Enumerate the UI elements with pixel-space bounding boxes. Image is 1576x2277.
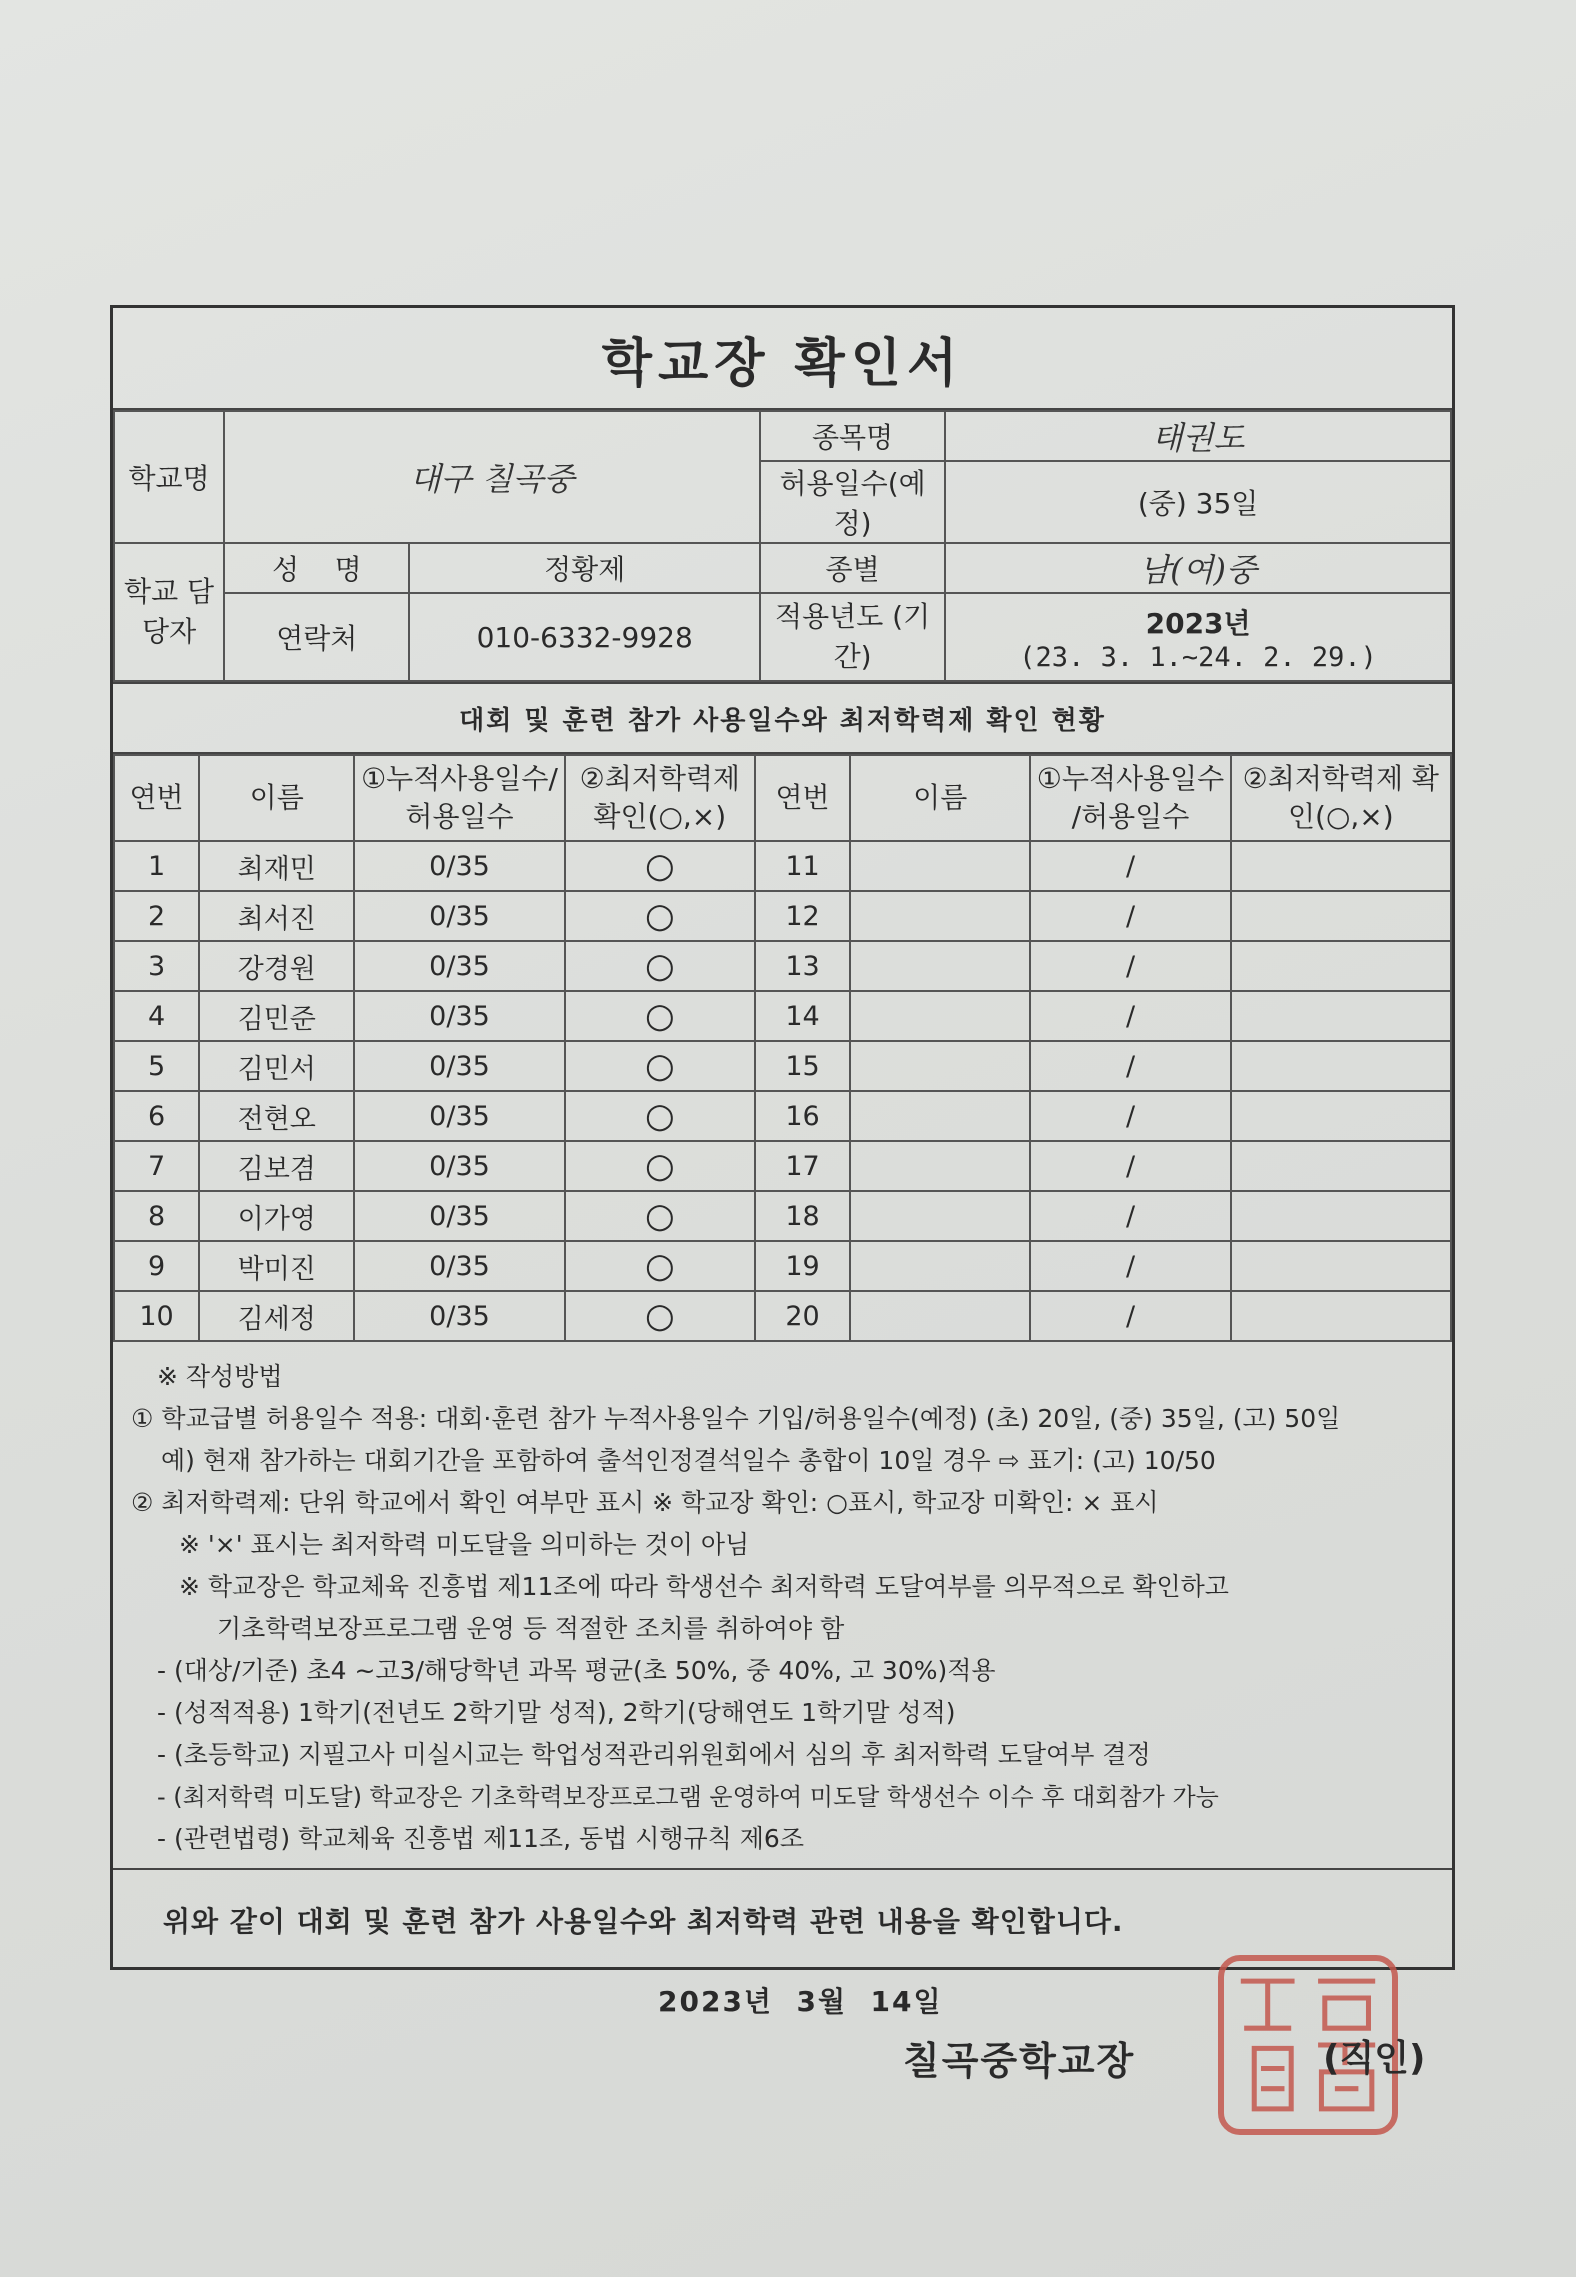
table-row [114,991,1451,1041]
row-name: 이가영 [199,1191,354,1241]
note-1: ① 학교급별 허용일수 적용: 대회·훈련 참가 누적사용일수 기입/허용일수(예정) (초) 20일, (중) 35일, (고) 50일 [131,1404,1341,1433]
row-no-right: 16 [755,1091,850,1141]
issue-date: 2023년 3월 14일 [658,1985,943,2018]
row-name: 최재민 [199,841,354,891]
note-2-a: ※ '×' 표시는 최저학력 미도달을 의미하는 것이 아님 [179,1530,750,1559]
row-no: 10 [114,1291,199,1341]
row-check: ○ [565,1241,755,1291]
row-days: 0/35 [354,1241,564,1291]
row-no-right: 12 [755,891,850,941]
row-days: 0/35 [354,991,564,1041]
note-2: ② 최저학력제: 단위 학교에서 확인 여부만 표시 ※ 학교장 확인: ○표시, 학교장 미확인: × 표시 [131,1488,1159,1517]
row-no-right: 13 [755,941,850,991]
row-check: ○ [565,1141,755,1191]
detail-2: - (성적적용) 1학기(전년도 2학기말 성적), 2학기(당해연도 1학기말 성적) [157,1698,956,1727]
row-days-right: / [1030,941,1230,991]
info-table [113,410,1452,682]
row-check-right [1231,1291,1451,1341]
row-no: 4 [114,991,199,1041]
gender-value: 남(여)중 [945,543,1451,593]
seal-label: (직인) [1323,2038,1426,2079]
row-name-right [850,891,1030,941]
row-name-right [850,1191,1030,1241]
writing-instructions [113,1342,1452,1870]
row-name-right [850,1291,1030,1341]
name-label: 성 명 [224,543,409,593]
principal-name: 칠곡중학교장 [903,2039,1136,2083]
row-name-right [850,1091,1030,1141]
row-name: 강경원 [199,941,354,991]
row-check-right [1231,1091,1451,1141]
header-no-right: 연번 [755,755,850,841]
row-name: 김세정 [199,1291,354,1341]
row-check: ○ [565,891,755,941]
header-name: 이름 [199,755,354,841]
row-check: ○ [565,1091,755,1141]
row-check: ○ [565,941,755,991]
table-row [114,891,1451,941]
row-check-right [1231,1141,1451,1191]
contact-value: 010-6332-9928 [409,593,760,681]
table-row [114,1191,1451,1241]
year-value: 2023년 [1145,606,1251,640]
row-no: 3 [114,941,199,991]
note-1-example: 예) 현재 참가하는 대회기간을 포함하여 출석인정결석일수 총합이 10일 경우 ⇨ 표기: (고) 10/50 [161,1446,1216,1475]
detail-1: - (대상/기준) 초4 ~고3/해당학년 과목 평균(초 50%, 중 40%, 고 30%)적용 [157,1656,996,1685]
row-check-right [1231,1191,1451,1241]
row-check: ○ [565,991,755,1041]
detail-3: - (초등학교) 지필고사 미실시교는 학업성적관리위원회에서 심의 후 최저학력 도달여부 결정 [157,1740,1151,1769]
row-no: 8 [114,1191,199,1241]
row-days-right: / [1030,991,1230,1041]
row-check-right [1231,1241,1451,1291]
row-name-right [850,991,1030,1041]
row-check: ○ [565,1291,755,1341]
contact-label: 연락처 [224,593,409,681]
row-check-right [1231,1041,1451,1091]
table-row [114,941,1451,991]
year-cell [945,593,1451,681]
records-body [114,841,1451,1341]
records-header [114,755,1451,841]
row-days: 0/35 [354,891,564,941]
year-label: 적용년도 (기간) [760,593,945,681]
row-days: 0/35 [354,1191,564,1241]
row-no-right: 19 [755,1241,850,1291]
row-check-right [1231,941,1451,991]
row-check-right [1231,991,1451,1041]
row-no: 9 [114,1241,199,1291]
detail-4: - (최저학력 미도달) 학교장은 기초학력보장프로그램 운영하여 미도달 학생선수 이수 후 대회참가 가능 [157,1783,1219,1811]
row-check-right [1231,841,1451,891]
row-no: 7 [114,1141,199,1191]
row-days-right: / [1030,1191,1230,1241]
days-value: (중) 35일 [945,461,1451,543]
table-row [114,1091,1451,1141]
row-check: ○ [565,841,755,891]
row-name: 김민준 [199,991,354,1041]
confirmation-form [110,305,1455,2083]
row-no-right: 11 [755,841,850,891]
row-days-right: / [1030,1141,1230,1191]
detail-5: - (관련법령) 학교체육 진흥법 제11조, 동법 시행규칙 제6조 [157,1824,804,1853]
row-name-right [850,1241,1030,1291]
row-name-right [850,1041,1030,1091]
row-days-right: / [1030,1091,1230,1141]
row-no-right: 14 [755,991,850,1041]
row-days: 0/35 [354,841,564,891]
header-name-right: 이름 [850,755,1030,841]
row-days-right: / [1030,1291,1230,1341]
gender-label: 종별 [760,543,945,593]
row-no: 2 [114,891,199,941]
header-days: ①누적사용일수/ 허용일수 [354,755,564,841]
school-value: 대구 칠곡중 [224,411,760,543]
row-days-right: / [1030,891,1230,941]
row-no-right: 15 [755,1041,850,1091]
row-name: 최서진 [199,891,354,941]
note-2-b: ※ 학교장은 학교체육 진흥법 제11조에 따라 학생선수 최저학력 도달여부를 의무적으로 확인하고 [179,1572,1229,1601]
row-name-right [850,841,1030,891]
header-days-right: ①누적사용일수 /허용일수 [1030,755,1230,841]
row-days-right: / [1030,841,1230,891]
table-row [114,1141,1451,1191]
period-value: (23. 3. 1.~24. 2. 29.) [1019,641,1377,673]
document-title: 학교장 확인서 [113,308,1452,410]
row-days: 0/35 [354,1041,564,1091]
signature-area [113,1870,1452,2090]
section-title: 대회 및 훈련 참가 사용일수와 최저학력제 확인 현황 [113,682,1452,754]
row-days-right: / [1030,1241,1230,1291]
row-no: 1 [114,841,199,891]
school-label: 학교명 [114,411,224,543]
name-value: 정황제 [409,543,760,593]
row-name-right [850,941,1030,991]
row-no-right: 17 [755,1141,850,1191]
header-check-right: ②최저학력제 확인(○,×) [1231,755,1451,841]
row-days: 0/35 [354,1291,564,1341]
row-name: 박미진 [199,1241,354,1291]
row-no-right: 20 [755,1291,850,1341]
sport-label: 종목명 [760,411,945,461]
row-no-right: 18 [755,1191,850,1241]
sport-value: 태권도 [945,411,1451,461]
table-row [114,841,1451,891]
table-row [114,1241,1451,1291]
days-label: 허용일수(예정) [760,461,945,543]
row-check-right [1231,891,1451,941]
confirmation-statement: 위와 같이 대회 및 훈련 참가 사용일수와 최저학력 관련 내용을 확인합니다. [163,1905,1124,1938]
row-days-right: / [1030,1041,1230,1091]
row-check: ○ [565,1041,755,1091]
row-name: 김보겸 [199,1141,354,1191]
row-days: 0/35 [354,1091,564,1141]
notes-heading: ※ 작성방법 [157,1362,283,1391]
manager-label: 학교 담당자 [114,543,224,681]
table-row [114,1041,1451,1091]
row-check: ○ [565,1191,755,1241]
note-2-c: 기초학력보장프로그램 운영 등 적절한 조치를 취하여야 함 [217,1614,845,1643]
row-no: 6 [114,1091,199,1141]
header-no: 연번 [114,755,199,841]
row-days: 0/35 [354,941,564,991]
row-no: 5 [114,1041,199,1091]
row-name-right [850,1141,1030,1191]
header-check: ②최저학력제 확인(○,×) [565,755,755,841]
row-name: 김민서 [199,1041,354,1091]
row-days: 0/35 [354,1141,564,1191]
table-row [114,1291,1451,1341]
records-table [113,754,1452,1342]
row-name: 전현오 [199,1091,354,1141]
